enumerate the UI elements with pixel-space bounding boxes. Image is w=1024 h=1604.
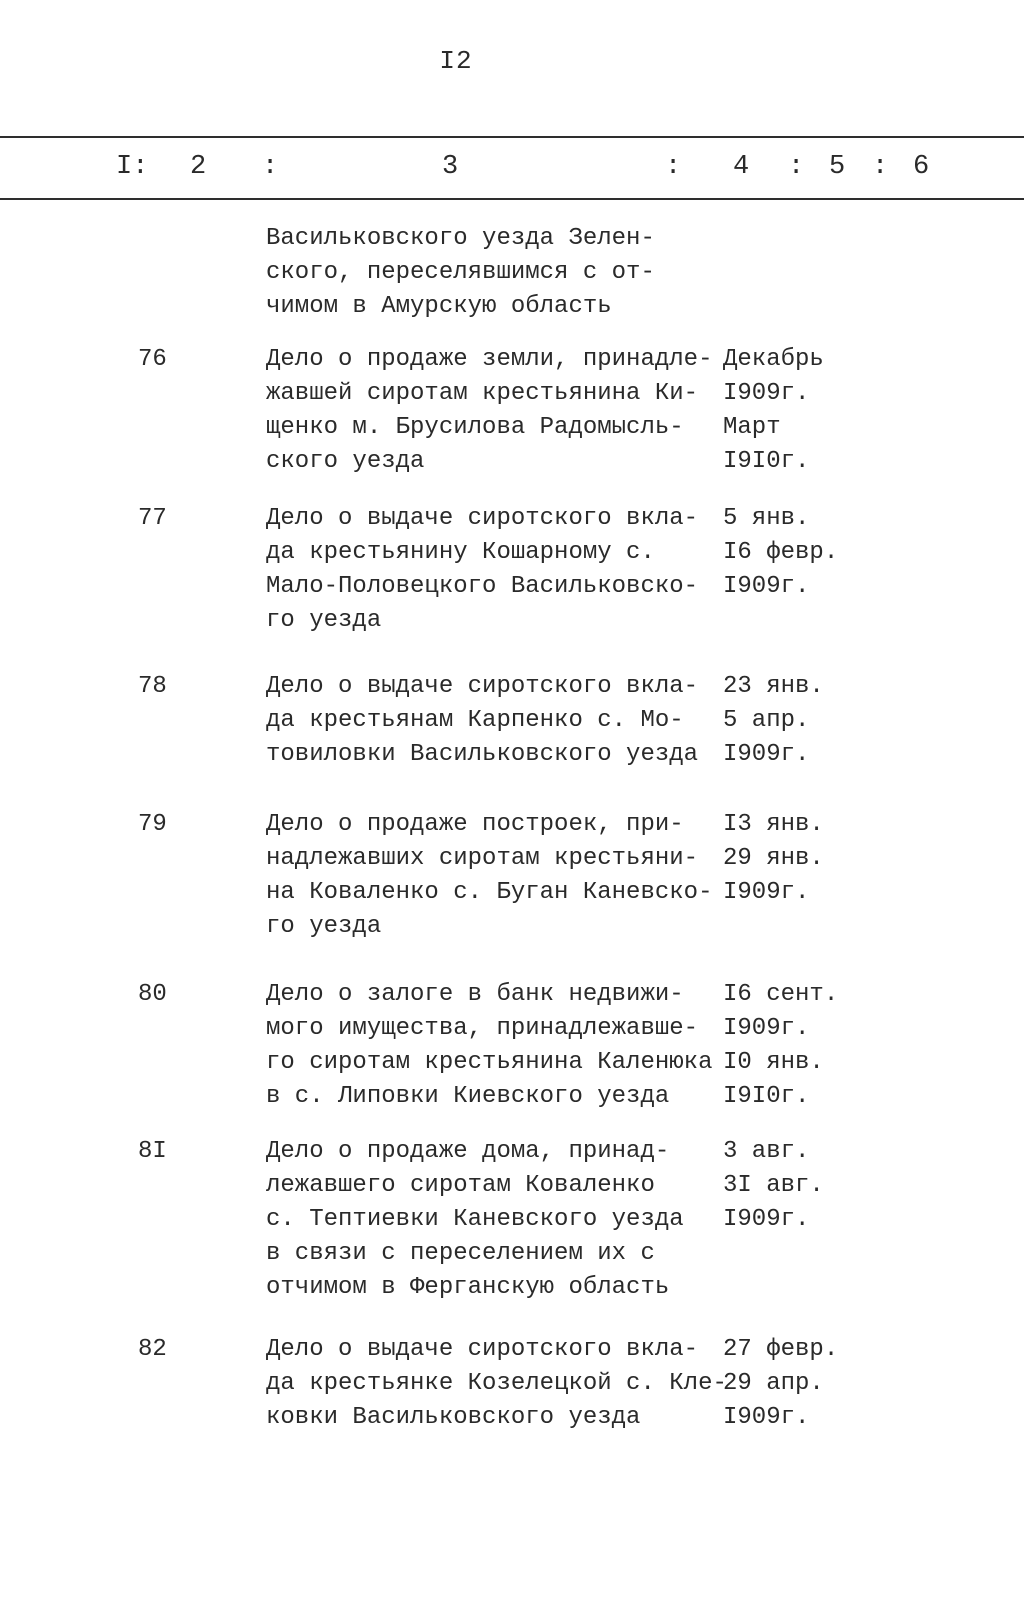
title-line: надлежавших сиротам крестьяни- <box>266 845 699 872</box>
title-line: Васильковского уезда Зелен- <box>266 225 655 252</box>
title-line: ского, переселявшимся с от- <box>266 259 655 286</box>
record-title <box>266 808 712 944</box>
column-header-1: I: <box>116 152 149 182</box>
title-line: го уезда <box>266 607 382 634</box>
date-line: Декабрь <box>723 346 824 373</box>
record-title <box>266 343 712 479</box>
record-number: 80 <box>138 981 167 1008</box>
page-number: I2 <box>439 46 473 76</box>
record-number: 78 <box>138 673 167 700</box>
record-number: 77 <box>138 505 167 532</box>
date-line: I6 сент. <box>723 981 839 1008</box>
title-line: да крестьянину Кошарному с. <box>266 539 655 566</box>
date-line: I9I0г. <box>723 448 810 475</box>
title-line: Мало-Половецкого Васильковско- <box>266 573 699 600</box>
date-line: I909г. <box>723 1015 810 1042</box>
title-line: Дело о продаже земли, принадле- <box>266 346 713 373</box>
date-line: I909г. <box>723 879 810 906</box>
header-bottom-rule <box>0 198 1024 200</box>
record-dates <box>723 343 824 479</box>
date-line: I6 февр. <box>723 539 839 566</box>
column-separator: : <box>262 152 279 182</box>
column-separator: : <box>788 152 805 182</box>
title-line: да крестьянам Карпенко с. Мо- <box>266 707 684 734</box>
title-line: чимом в Амурскую область <box>266 293 612 320</box>
date-line: 29 апр. <box>723 1370 824 1397</box>
title-line: товиловки Васильковского уезда <box>266 741 699 768</box>
date-line: 3I авг. <box>723 1172 824 1199</box>
title-line: в с. Липовки Киевского уезда <box>266 1083 670 1110</box>
record-number: 76 <box>138 346 167 373</box>
date-line: 29 янв. <box>723 845 824 872</box>
title-line: на Коваленко с. Буган Каневско- <box>266 879 713 906</box>
title-line: щенко м. Брусилова Радомысль- <box>266 414 684 441</box>
continued-record-title <box>266 222 655 324</box>
title-line: ского уезда <box>266 448 425 475</box>
date-line: 3 авг. <box>723 1138 810 1165</box>
record-title <box>266 1135 684 1305</box>
title-line: Дело о выдаче сиротского вкла- <box>266 673 699 700</box>
title-line: Дело о продаже дома, принад- <box>266 1138 670 1165</box>
column-header-6: 6 <box>913 152 930 182</box>
title-line: жавшей сиротам крестьянина Ки- <box>266 380 699 407</box>
column-header-3: 3 <box>442 152 459 182</box>
record-dates <box>723 502 838 604</box>
date-line: 5 апр. <box>723 707 810 734</box>
title-line: ковки Васильковского уезда <box>266 1404 641 1431</box>
record-dates <box>723 1333 838 1435</box>
date-line: I909г. <box>723 573 810 600</box>
column-header-5: 5 <box>829 152 846 182</box>
title-line: Дело о выдаче сиротского вкла- <box>266 1336 699 1363</box>
column-header-4: 4 <box>733 152 750 182</box>
column-header-2: 2 <box>190 152 207 182</box>
column-separator: : <box>665 152 682 182</box>
record-title <box>266 1333 727 1435</box>
date-line: I3 янв. <box>723 811 824 838</box>
title-line: Дело о выдаче сиротского вкла- <box>266 505 699 532</box>
date-line: I909г. <box>723 1206 810 1233</box>
title-line: в связи с переселением их с <box>266 1240 655 1267</box>
record-number: 82 <box>138 1336 167 1363</box>
title-line: отчимом в Ферганскую область <box>266 1274 670 1301</box>
title-line: лежавшего сиротам Коваленко <box>266 1172 655 1199</box>
title-line: Дело о залоге в банк недвижи- <box>266 981 684 1008</box>
date-line: I0 янв. <box>723 1049 824 1076</box>
record-title <box>266 670 698 772</box>
record-number: 8I <box>138 1138 167 1165</box>
record-title <box>266 502 698 638</box>
date-line: 27 февр. <box>723 1336 839 1363</box>
date-line: I909г. <box>723 1404 810 1431</box>
column-separator: : <box>872 152 889 182</box>
header-top-rule <box>0 136 1024 138</box>
date-line: 5 янв. <box>723 505 810 532</box>
date-line: 23 янв. <box>723 673 824 700</box>
record-dates <box>723 978 838 1114</box>
record-dates <box>723 1135 824 1237</box>
record-dates <box>723 808 824 910</box>
record-title <box>266 978 712 1114</box>
title-line: да крестьянке Козелецкой с. Кле- <box>266 1370 727 1397</box>
date-line: Март <box>723 414 781 441</box>
title-line: го уезда <box>266 913 382 940</box>
title-line: с. Тептиевки Каневского уезда <box>266 1206 684 1233</box>
record-dates <box>723 670 824 772</box>
date-line: I909г. <box>723 380 810 407</box>
title-line: мого имущества, принадлежавше- <box>266 1015 699 1042</box>
date-line: I909г. <box>723 741 810 768</box>
title-line: го сиротам крестьянина Каленюка <box>266 1049 713 1076</box>
record-number: 79 <box>138 811 167 838</box>
title-line: Дело о продаже построек, при- <box>266 811 684 838</box>
date-line: I9I0г. <box>723 1083 810 1110</box>
